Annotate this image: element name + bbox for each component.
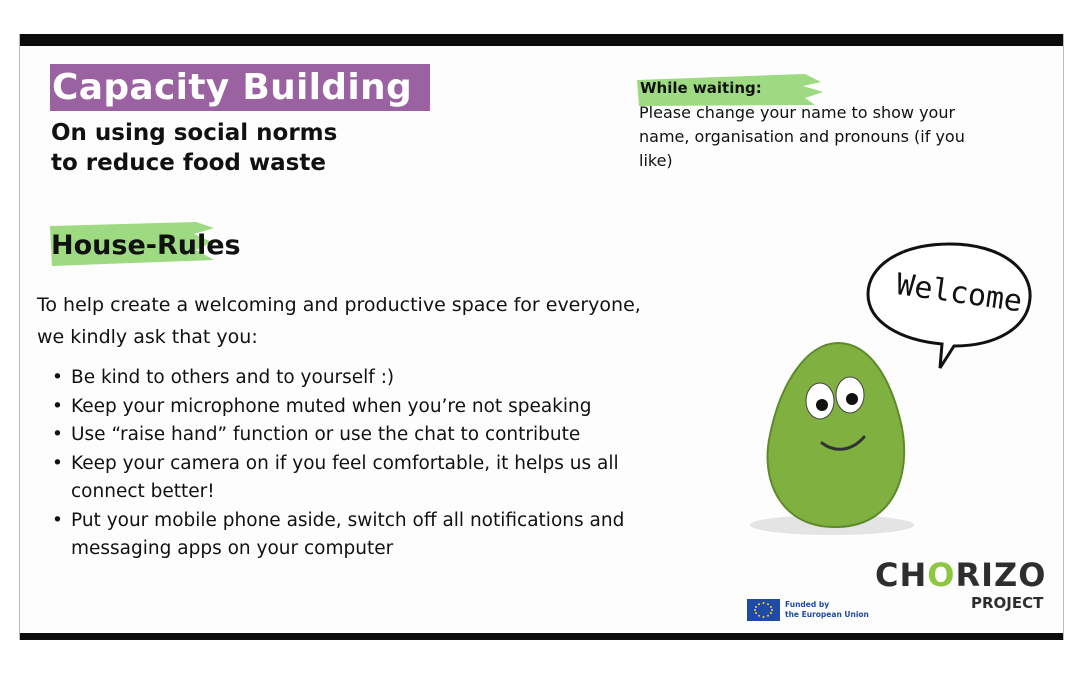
slide-bottom-bar [20,633,1063,640]
avocado-mascot-image [740,339,920,539]
rule-item: • Be kind to others and to yourself :) [52,364,692,393]
eu-funding-line-1: Funded by [785,600,830,609]
speech-bubble-text: Welcome [894,267,1025,320]
subtitle-line-2: to reduce food waste [51,150,326,176]
logo-text-o: O [927,556,956,594]
chorizo-logo [875,556,1046,594]
rule-item: • Keep your camera on if you feel comfortable, it helps us all connect better! [52,450,692,507]
rule-item: • Put your mobile phone aside, switch off all notifications and messaging apps on your computer [52,507,692,564]
rule-item: • Keep your microphone muted when you’re not speaking [52,393,692,422]
house-rules-list [52,364,692,564]
logo-text-suffix: RIZO [955,556,1047,594]
eu-funding-line-2: the European Union [785,610,869,619]
eu-funding-text [785,600,869,620]
eu-flag-icon [747,599,780,621]
slide-top-bar [20,34,1063,46]
subtitle-line-1: On using social norms [51,120,338,146]
waiting-title: While waiting: [640,79,762,97]
logo-text-prefix: CH [875,556,928,594]
slide-title: Capacity Building [52,67,413,108]
house-rules-title: House-Rules [51,230,241,261]
house-rules-intro: To help create a welcoming and productive space for everyone, we kindly ask that you: [37,294,641,348]
waiting-text: Please change your name to show your name, organisation and pronouns (if you like) [639,103,965,170]
rule-item: • Use “raise hand” function or use the chat to contribute [52,421,692,450]
slide-subtitle [51,118,337,178]
logo-subtitle: PROJECT [971,594,1044,612]
slide [19,34,1064,640]
